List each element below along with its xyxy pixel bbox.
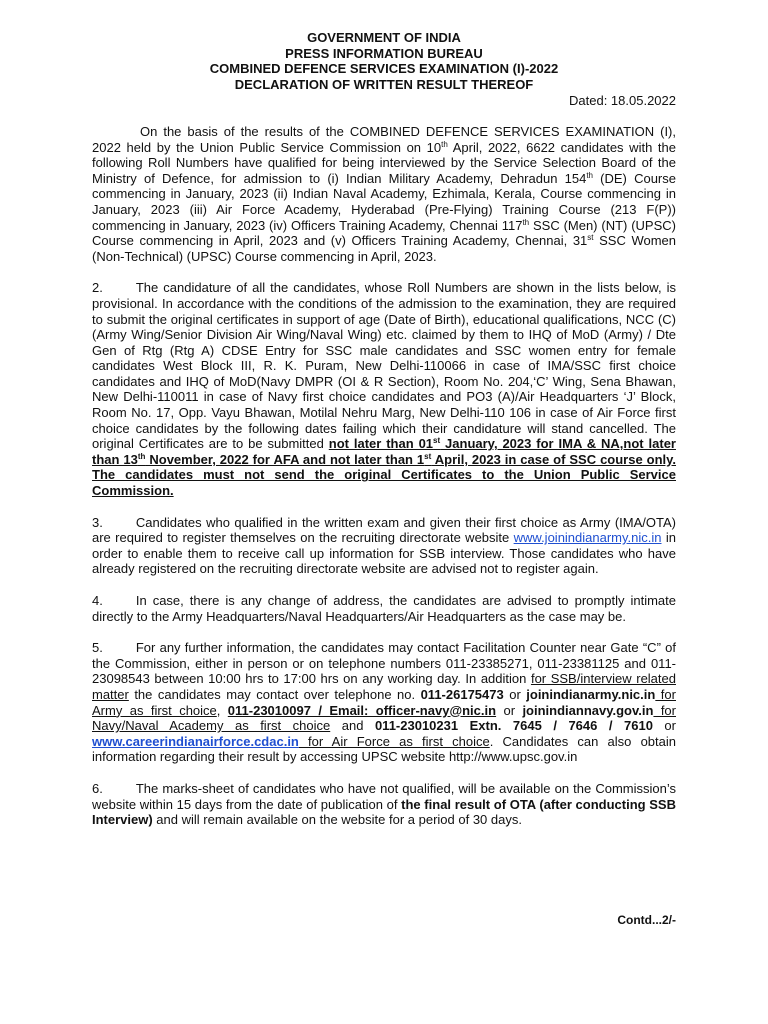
paragraph-number: 4. [92, 593, 103, 608]
paragraph-4: 4. In case, there is any change of address, the candidates are advised to promptly intimate directly to the Army Headquarters/Naval Headquarters/Air Headquarters as the case may be. [92, 593, 676, 624]
joinindianarmy-link[interactable]: www.joinindianarmy.nic.in [513, 530, 662, 546]
paragraph-number: 6. [92, 780, 103, 796]
header-government: GOVERNMENT OF INDIA [307, 30, 461, 45]
paragraph-number: 5. [92, 640, 103, 656]
paragraph-number: 3. [92, 514, 103, 530]
release-date: Dated: 18.05.2022 [569, 93, 676, 109]
paragraph-5: 5. For any further information, the candidates may contact Facilitation Counter near Gate “C” of the Commission, either in person or on telephone numbers 011-23385271, 011-23381125 and 011-23098543 between 10:00 hrs to 17:00 hrs on any working day. In addition for SSB/interview related matter the candidates may contact over telephone no. 011-26175473 or joinindianarmy.nic.in for Army as first choice, 011-23010097 / Email: officer-navy@nic.in or joinindiannavy.gov.in for Navy/Naval Academy as first choice and 011-23010231 Extn. 7645 / 7646 / 7610 or www.careerindianairforce.cdac.in for Air Force as first choice. Candidates can also obtain information regarding their result by accessing UPSC website http://www.upsc.gov.in [92, 640, 676, 765]
paragraph-1: On the basis of the results of the COMBINED DEFENCE SERVICES EXAMINATION (I), 2022 held by the Union Public Service Commission on 10th April, 2022, 6622 candidates with the following Roll Numbers have qualified for being interviewed by the Service Selection Board of the Ministry of Defence, for admission to (i) Indian Military Academy, Dehradun 154th (DE) Course commencing in January, 2023 (ii) Indian Naval Academy, Ezhimala, Kerala, Course commencing in January, 2023 (iii) Air Force Academy, Hyderabad (Pre-Flying) Training Course (213 F(P)) commencing in January, 2023 (iv) Officers Training Academy, Chennai 117th SSC (Men) (NT) (UPSC) Course commencing in April, 2023 and (v) Officers Training Academy, Chennai, 31st SSC Women (Non-Technical) (UPSC) Course commencing in April, 2023. [92, 123, 676, 264]
careerindianairforce-link[interactable]: www.careerindianairforce.cdac.in [92, 733, 299, 749]
continued-marker: Contd...2/- [617, 913, 676, 927]
header-declaration: DECLARATION OF WRITTEN RESULT THEREOF [234, 76, 534, 92]
paragraph-number: 2. [92, 280, 103, 296]
document-header [92, 30, 676, 92]
certificate-deadline: not later than 01st January, 2023 for IMA & NA,not later than 13th November, 2022 for AFA and not later than 1st April, 2023 in case of SSC course only. The candidates must not send the original Certificates to the Union Public Service Commission. [92, 436, 677, 499]
paragraph-6: 6. The marks-sheet of candidates who have not qualified, will be available on the Commission’s website within 15 days from the date of publication of the final result of OTA (after conducting SSB Interview) and will remain available on the website for a period of 30 days. [92, 780, 676, 828]
header-exam: COMBINED DEFENCE SERVICES EXAMINATION (I)-2022 [209, 61, 559, 77]
paragraph-3: 3. Candidates who qualified in the written exam and given their first choice as Army (IMA/OTA) are required to register themselves on the recruiting directorate website www.joinindianarmy.nic.in in order to enable them to receive call up information for SSB interview. Those candidates who have already registered on the recruiting directorate website are advised not to register again. [92, 514, 676, 577]
header-bureau: PRESS INFORMATION BUREAU [285, 45, 483, 61]
paragraph-2: 2. The candidature of all the candidates, whose Roll Numbers are shown in the lists below, is provisional. In accordance with the conditions of the admission to the examination, they are required to submit the original certificates in support of age (Date of Birth), educational qualifications, NCC (C) (Army Wing/Senior Division Air Wing/Naval Wing) etc. claimed by them to IHQ of MoD (Army) / Dte Gen of Rtg (Rtg A) CDSE Entry for SSC male candidates and SSC women entry for female candidates West Block III, R. K. Puram, New Delhi-110066 in case of IMA/SSC first choice candidates and IHQ of MoD(Navy DMPR (OI & R Section), Room No. 204,‘C’ Wing, Sena Bhawan, New Delhi-110011 in case of Navy first choice candidates and PO3 (A)/Air Headquarters ‘J’ Block, Room No. 17, Opp. Vayu Bhawan, Motilal Nehru Marg, New Delhi-110 106 in case of Air Force first choice candidates by the following dates failing which their candidature will stand cancelled. The original Certificates are to be submitted not later than 01st January, 2023 for IMA & NA,not later than 13th November, 2022 for AFA and not later than 1st April, 2023 in case of SSC course only. The candidates must not send the original Certificates to the Union Public Service Commission. [92, 280, 677, 499]
